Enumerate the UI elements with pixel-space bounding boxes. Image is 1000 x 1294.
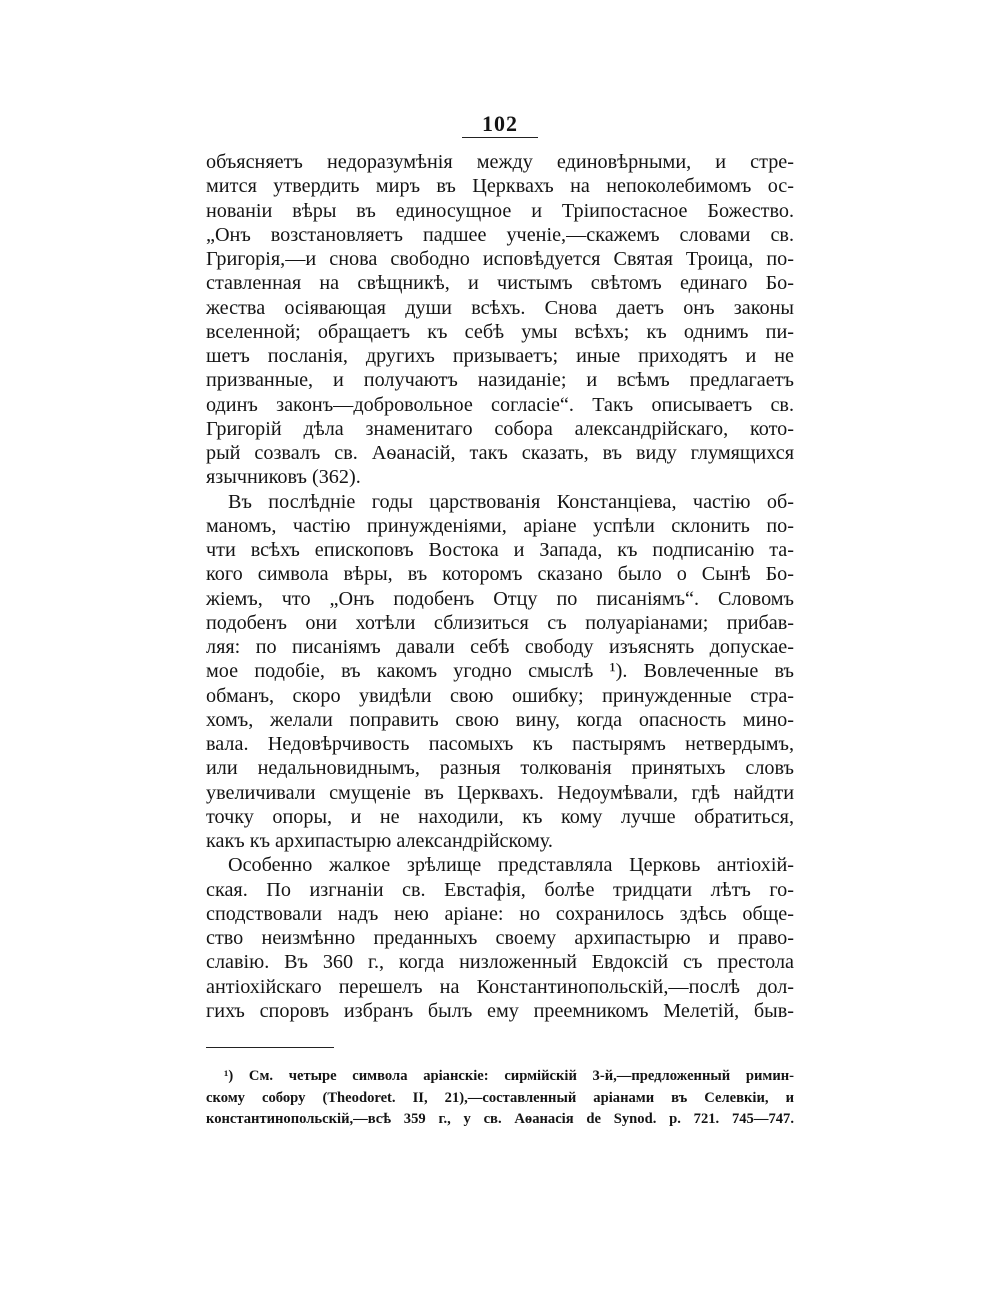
text-line: или недальновиднымъ, разныя толкованія принятыхъ словъ xyxy=(206,757,794,780)
footnote-separator xyxy=(206,1047,334,1048)
text-line: подобенъ они хотѣли сблизиться съ полуаріанами; прибав- xyxy=(206,611,794,634)
text-line: „Онъ возстановляетъ падшее ученіе,—скажемъ словами св. xyxy=(206,223,794,246)
text-line: призванные, и получаютъ назиданіе; и всѣмъ предлагаетъ xyxy=(206,369,794,392)
text-line: Особенно жалкое зрѣлище представляла Церковь антіохій- xyxy=(228,854,794,877)
footnote-line: константинопольскій,—всѣ 359 г., у св. Аѳанасія de Synod. p. 721. 745—747. xyxy=(206,1111,794,1127)
footnotes xyxy=(206,1066,794,1131)
header-rule xyxy=(462,137,538,138)
text-line: антіохійскаго перешелъ на Константинопольскій,—послѣ дол- xyxy=(206,975,794,998)
text-line: увеличивали смущеніе въ Церквахъ. Недоумѣвали, гдѣ найдти xyxy=(206,781,794,804)
text-line: одинъ законъ—добровольное согласіе“. Такъ описываетъ св. xyxy=(206,393,794,416)
text-line: мится утвердить миръ въ Церквахъ на непоколебимомъ ос- xyxy=(206,175,794,198)
text-line: славію. Въ 360 г., когда низложенный Евдоксій съ престола xyxy=(206,951,794,974)
footnote-line: скому собору (Theodoret. II, 21),—составленный аріанами въ Селевкіи, и xyxy=(206,1089,794,1106)
text-line: ставленная на свѣщникѣ, и чистымъ свѣтомъ единаго Бо- xyxy=(206,272,794,295)
footnote-line: ¹) См. четыре символа аріанскіе: сирмійскій 3-й,—предложенный римин- xyxy=(224,1068,794,1084)
text-line: нованіи вѣры въ единосущное и Тріипостасное Божество. xyxy=(206,199,794,222)
text-line: язычниковъ (362). xyxy=(206,466,361,489)
text-line: Григорій дѣла знаменитаго собора александрійскаго, кото- xyxy=(206,417,794,440)
text-line: объясняетъ недоразумѣнія между единовѣрными, и стре- xyxy=(206,151,794,173)
text-line: обманъ, скоро увидѣли свою ошибку; принужденные стра- xyxy=(206,684,794,707)
text-line: кого символа вѣры, въ которомъ сказано было о Сынѣ Бо- xyxy=(206,563,794,586)
text-line: жіемъ, что „Онъ подобенъ Отцу по писаніямъ“. Словомъ xyxy=(206,587,794,610)
text-line: ство неизмѣнно преданныхъ своему архипастырю и право- xyxy=(206,927,794,949)
text-line: вала. Недовѣрчивость пасомыхъ къ пастырямъ нетвердымъ, xyxy=(206,733,794,755)
body-text xyxy=(206,150,794,1023)
text-line: чти всѣхъ епископовъ Востока и Запада, къ подписанію та- xyxy=(206,539,794,561)
text-line: рый созвалъ св. Аѳанасій, такъ сказать, въ виду глумящихся xyxy=(206,442,794,464)
text-line: ская. По изгнаніи св. Евстафія, болѣе тридцати лѣтъ го- xyxy=(206,878,794,901)
text-line: шетъ посланія, другихъ призываетъ; иные приходятъ и не xyxy=(206,345,794,367)
text-line: мое подобіе, въ какомъ угодно смыслѣ ¹). Вовлеченные въ xyxy=(206,660,794,683)
text-line: какъ къ архипастырю александрійскому. xyxy=(206,830,553,852)
page-number: 102 xyxy=(482,111,518,136)
text-line: хомъ, желали поправить свою вину, когда опасность мино- xyxy=(206,708,794,731)
text-line: гихъ споровъ избранъ былъ ему преемникомъ Мелетій, быв- xyxy=(206,999,794,1022)
text-line: точку опоры, и не находили, къ кому лучше обратиться, xyxy=(206,805,794,828)
text-line: ляя: по писаніямъ давали себѣ свободу изъяснять допускае- xyxy=(206,636,794,658)
text-line: вселенной; обращаетъ къ себѣ умы всѣхъ; къ однимъ пи- xyxy=(206,320,794,343)
text-line: маномъ, частію принужденіями, аріане успѣли склонить по- xyxy=(206,514,794,537)
text-line: жества осіявающая души всѣхъ. Снова даетъ онъ законы xyxy=(206,296,794,319)
text-line: Въ послѣдніе годы царствованія Констанціева, частію об- xyxy=(228,490,794,513)
text-line: сподствовали надъ нею аріане: но сохранилось здѣсь обще- xyxy=(206,902,794,925)
text-line: Григорія,—и снова свободно исповѣдуется Святая Троица, по- xyxy=(206,248,794,270)
